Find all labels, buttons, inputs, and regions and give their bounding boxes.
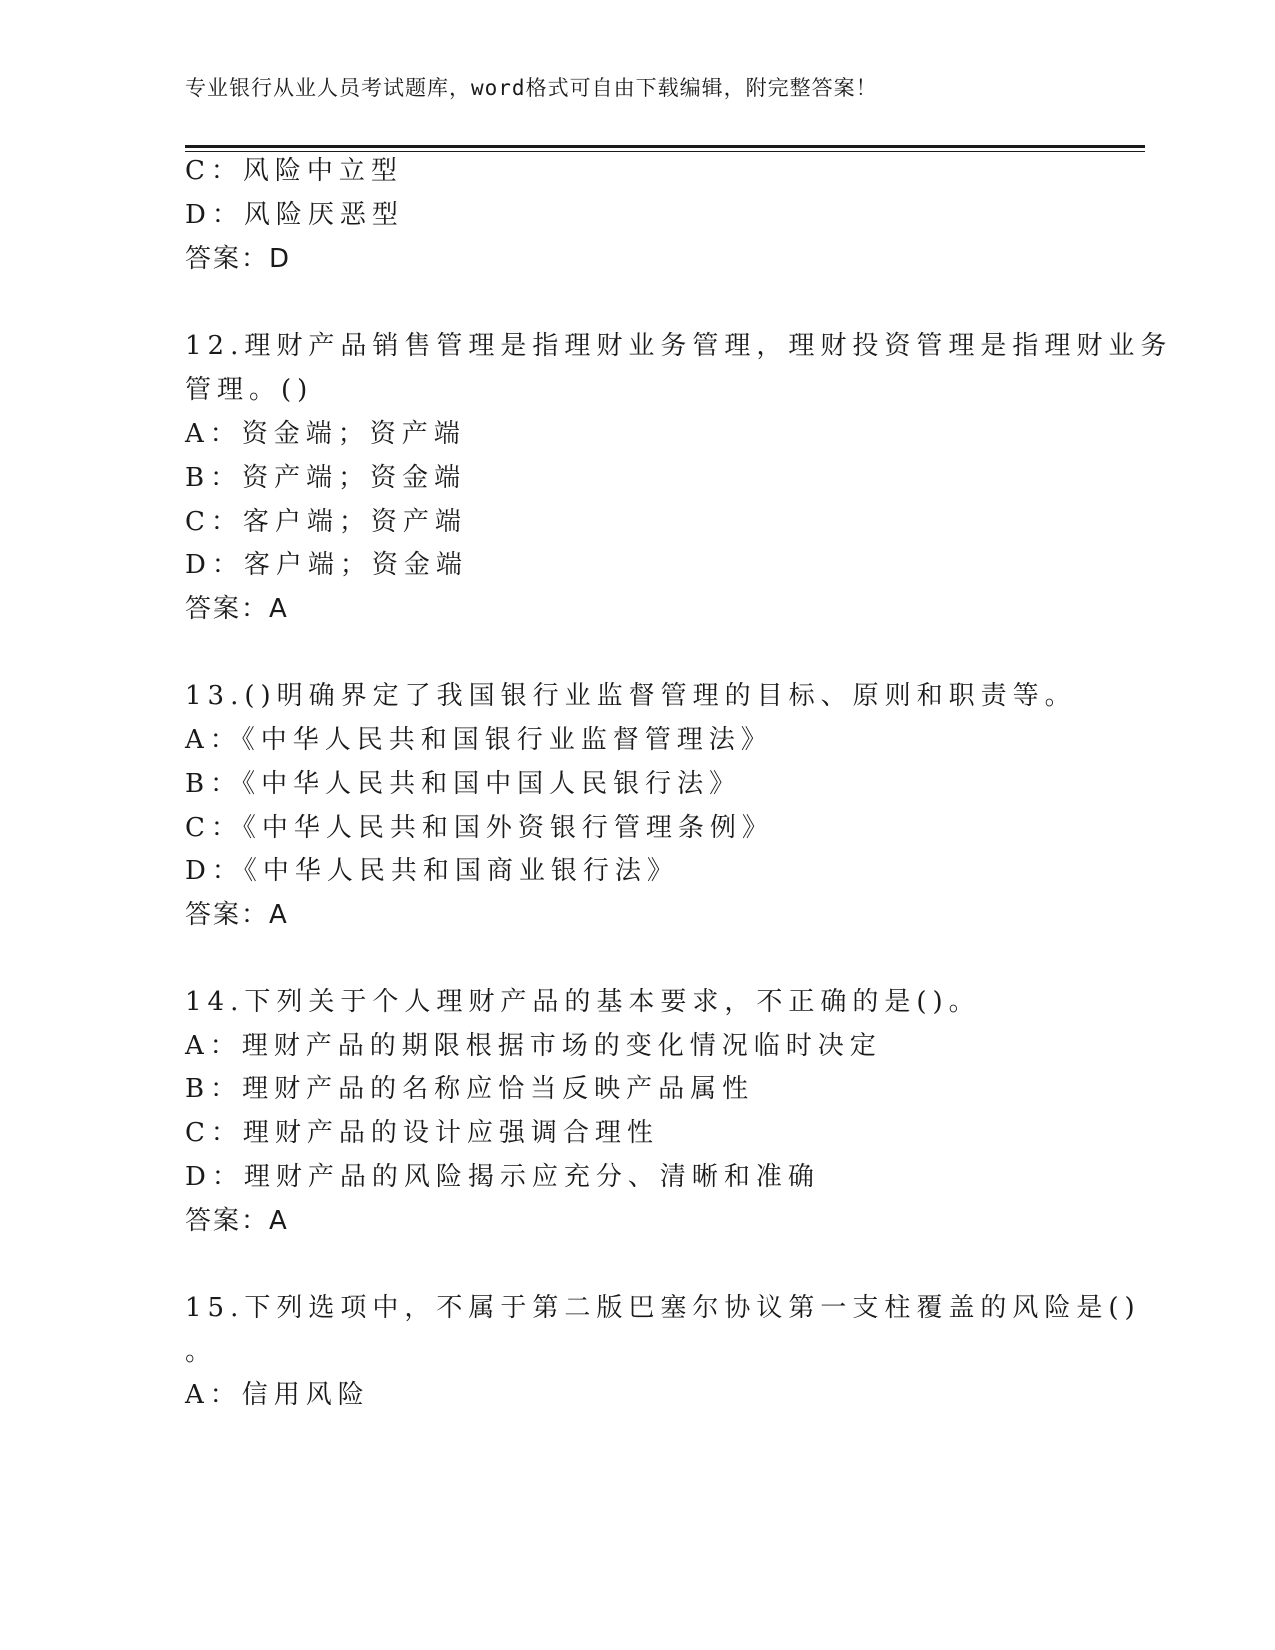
q11-option-c: C：风险中立型 (185, 156, 403, 186)
q11-answer: 答案：D (185, 244, 292, 274)
q12-option-a: A：资金端；资产端 (185, 419, 466, 449)
q13-option-d: D：《中华人民共和国商业银行法》 (185, 856, 679, 886)
q15-stem-line1: 15.下列选项中，不属于第二版巴塞尔协议第一支柱覆盖的风险是() (185, 1293, 1141, 1323)
q14-option-b: B：理财产品的名称应恰当反映产品属性 (185, 1074, 755, 1104)
q12-option-b: B：资产端；资金端 (185, 463, 467, 493)
page-header: 专业银行从业人员考试题库，word格式可自由下载编辑，附完整答案！ (185, 76, 878, 100)
q13-option-b: B：《中华人民共和国中国人民银行法》 (185, 769, 742, 799)
header-rule-thick (185, 145, 1145, 148)
q13-stem-line1: 13.()明确界定了我国银行业监督管理的目标、原则和职责等。 (185, 681, 1077, 711)
q13-option-a: A：《中华人民共和国银行业监督管理法》 (185, 725, 773, 755)
q11-option-d: D：风险厌恶型 (185, 200, 404, 230)
q13-option-c: C：《中华人民共和国外资银行管理条例》 (185, 813, 774, 843)
q14-stem-line1: 14.下列关于个人理财产品的基本要求，不正确的是()。 (185, 987, 981, 1017)
q12-answer: 答案：A (185, 594, 289, 624)
q14-option-d: D：理财产品的风险揭示应充分、清晰和准确 (185, 1162, 820, 1192)
q12-stem-line1: 12.理财产品销售管理是指理财业务管理，理财投资管理是指理财业务 (185, 331, 1173, 361)
q15-option-a: A：信用风险 (185, 1380, 370, 1410)
q14-option-c: C：理财产品的设计应强调合理性 (185, 1118, 659, 1148)
q15-stem-line2: 。 (185, 1337, 218, 1367)
q14-answer: 答案：A (185, 1206, 289, 1236)
q13-answer: 答案：A (185, 900, 289, 930)
q12-option-c: C：客户端；资产端 (185, 507, 467, 537)
q12-option-d: D：客户端；资金端 (185, 550, 468, 580)
q14-option-a: A：理财产品的期限根据市场的变化情况临时决定 (185, 1031, 882, 1061)
q12-stem-line2: 管理。() (185, 375, 314, 405)
header-rule-thin (185, 151, 1145, 152)
